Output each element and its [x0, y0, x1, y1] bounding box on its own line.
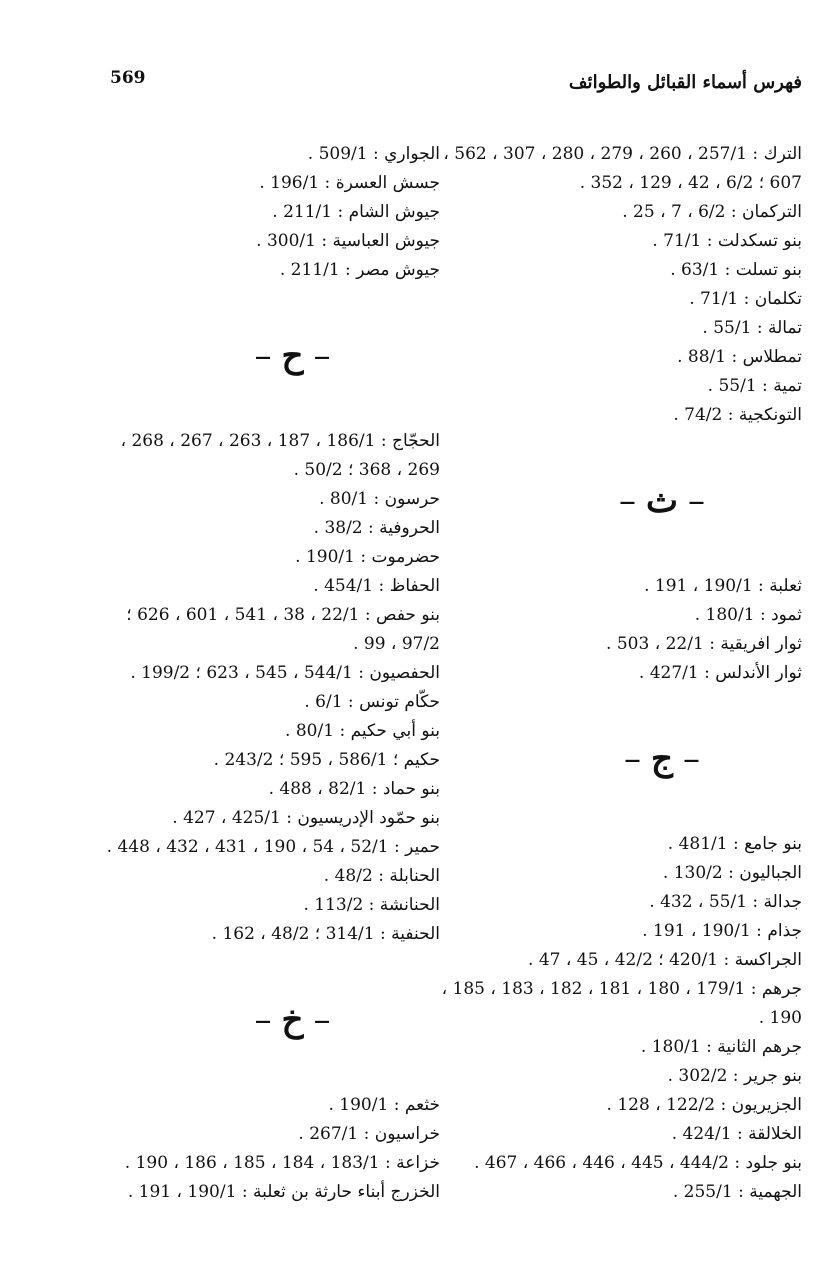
index-entry: جيوش مصر : 211/1 .: [279, 260, 440, 280]
heading-dash: –: [254, 1000, 272, 1040]
heading-dash: –: [682, 739, 700, 779]
heading-dash: –: [624, 739, 642, 779]
index-entry: بنو تسكدلت : 71/1 .: [652, 231, 802, 251]
letter-heading: [105, 285, 440, 427]
index-entry: تكلمان : 71/1 .: [689, 289, 802, 309]
heading-dash: –: [313, 1000, 331, 1040]
index-entry: جذام : 190/1 ، 191 .: [642, 921, 802, 941]
index-entry: جرهم الثانية : 180/1 .: [640, 1037, 802, 1057]
heading-letter: خ: [281, 1000, 304, 1040]
index-entry: خثعم : 190/1 .: [328, 1095, 440, 1115]
index-entry: الجهمية : 255/1 .: [672, 1182, 802, 1202]
heading-dash: –: [688, 481, 705, 521]
index-entry: بنو جامع : 481/1 .: [667, 834, 802, 854]
heading-letter: ح: [281, 336, 304, 376]
index-entry: 269 ، 368 ؛ 50/2 .: [293, 460, 440, 480]
index-entry: بنو حماد : 82/1 ، 488 .: [268, 779, 440, 799]
index-entry: ثوار افريقية : 22/1 ، 503 .: [606, 634, 802, 654]
index-entry: الحنانشة : 113/2 .: [303, 895, 440, 915]
index-entry: الحجّاج : 186/1 ، 187 ، 263 ، 267 ، 268 ،: [120, 431, 440, 451]
index-entry: حكيم ؛ 586/1 ، 595 ؛ 243/2 .: [213, 750, 440, 770]
index-entry: بنو جلود : 444/2 ، 445 ، 446 ، 466 ، 467 .: [474, 1153, 802, 1173]
index-entry: الجواري : 509/1 .: [307, 144, 440, 164]
heading-dash: –: [254, 336, 272, 376]
index-entry: الجراكسة : 420/1 ؛ 42/2 ، 45 ، 47 .: [528, 950, 802, 970]
index-entry: جيوش الشام : 211/1 .: [272, 202, 440, 222]
letter-heading: [105, 949, 440, 1091]
index-entry: الحنفية : 314/1 ؛ 48/2 ، 162 .: [211, 924, 440, 944]
index-entry: 607 ؛ 6/2 ، 42 ، 129 ، 352 .: [579, 173, 802, 193]
index-entry: بنو حمّود الإدريسيون : 425/1 ، 427 .: [172, 808, 440, 828]
index-entry: تمية : 55/1 .: [707, 376, 802, 396]
letter-heading: [432, 688, 802, 830]
index-entry: بنو حفص : 22/1 ، 38 ، 541 ، 601 ، 626 ؛: [126, 605, 440, 625]
index-entry: الخزرج أبناء حارثة بن ثعلبة : 190/1 ، 191 .: [127, 1182, 440, 1202]
index-entry: ثوار الأندلس : 427/1 .: [638, 663, 802, 683]
heading-letter: ج: [651, 739, 673, 779]
heading-dash: –: [618, 481, 636, 521]
index-entry: خزاعة : 183/1 ، 184 ، 185 ، 186 ، 190 .: [124, 1153, 440, 1173]
index-entry: جدالة : 55/1 ، 432 .: [649, 892, 802, 912]
index-entry: جيوش العباسية : 300/1 .: [256, 231, 440, 251]
index-entry: 97/2 ، 99 .: [353, 634, 440, 654]
index-entry: الخلالقة : 424/1 .: [671, 1124, 802, 1144]
right-column: [432, 140, 802, 1207]
index-entry: خراسيون : 267/1 .: [298, 1124, 440, 1144]
letter-heading: [432, 430, 802, 572]
index-entry: الحفاظ : 454/1 .: [313, 576, 440, 596]
left-column: [105, 140, 440, 1207]
index-entry: بنو تسلت : 63/1 .: [670, 260, 802, 280]
index-entry: حرسون : 80/1 .: [319, 489, 440, 509]
index-entry: الترك : 257/1 ، 260 ، 279 ، 280 ، 307 ، 562 ،: [443, 144, 802, 164]
page-number: 569: [110, 68, 146, 88]
index-entry: التونكجية : 74/2 .: [673, 405, 802, 425]
index-entry: الحروفية : 38/2 .: [313, 518, 440, 538]
index-entry: جسش العسرة : 196/1 .: [259, 173, 440, 193]
index-entry: الجزيريون : 122/2 ، 128 .: [606, 1095, 802, 1115]
running-title: فهرس أسماء القبائل والطوائف: [568, 72, 802, 93]
index-entry: الجباليون : 130/2 .: [662, 863, 802, 883]
index-entry: ثعلبة : 190/1 ، 191 .: [644, 576, 802, 596]
index-entry: جرهم : 179/1 ، 180 ، 181 ، 182 ، 183 ، 185 ،: [441, 979, 802, 999]
index-entry: الحفصيون : 544/1 ، 545 ، 623 ؛ 199/2 .: [130, 663, 440, 683]
index-entry: حضرموت : 190/1 .: [295, 547, 440, 567]
index-entry: 190 .: [758, 1008, 802, 1028]
index-entry: التركمان : 6/2 ، 7 ، 25 .: [622, 202, 802, 222]
index-entry: تمطلاس : 88/1 .: [677, 347, 802, 367]
index-entry: حكّام تونس : 6/1 .: [304, 692, 440, 712]
index-entry: بنو أبي حكيم : 80/1 .: [285, 721, 440, 741]
index-entry: تمالة : 55/1 .: [702, 318, 802, 338]
heading-letter: ث: [645, 481, 678, 521]
index-entry: بنو جرير : 302/2 .: [667, 1066, 802, 1086]
index-entry: ثمود : 180/1 .: [694, 605, 802, 625]
index-entry: حمير : 52/1 ، 54 ، 190 ، 431 ، 432 ، 448 .: [106, 837, 440, 857]
heading-dash: –: [313, 336, 331, 376]
index-entry: الحنابلة : 48/2 .: [323, 866, 440, 886]
